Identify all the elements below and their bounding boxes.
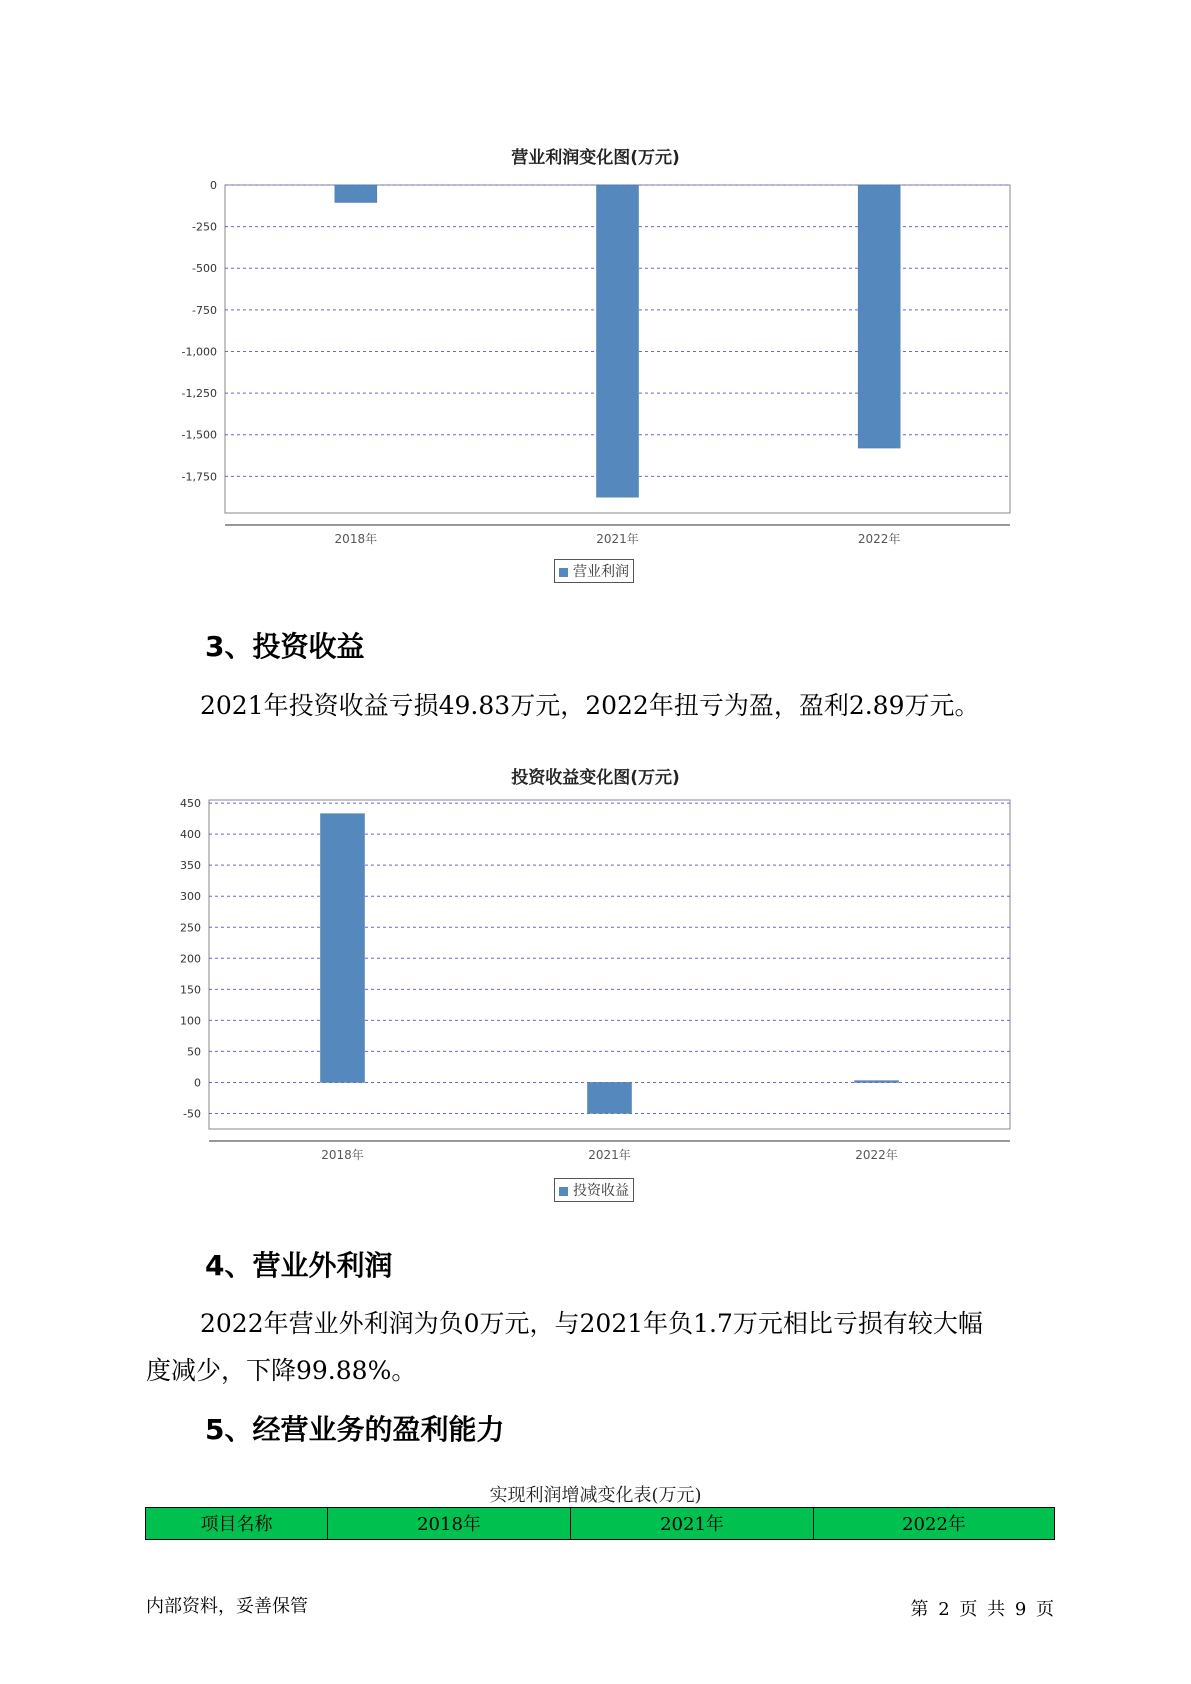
bar-2018年 [321, 814, 365, 1083]
profit-change-table-header [145, 1507, 1055, 1540]
y-tick-label: 150 [180, 983, 201, 997]
y-tick-label: 200 [180, 952, 201, 966]
bar-2022年 [855, 1081, 899, 1083]
footer-confidential-note: 内部资料，妥善保管 [146, 1596, 308, 1617]
table-caption: 实现利润增减变化表(万元) [489, 1485, 702, 1506]
section-5-heading: 5、经营业务的盈利能力 [205, 1413, 505, 1446]
legend-swatch [559, 1187, 568, 1196]
y-tick-label: 0 [194, 1076, 201, 1090]
section-3-heading: 3、投资收益 [205, 630, 365, 663]
x-category-label: 2018年 [334, 532, 378, 546]
y-tick-label: 100 [180, 1014, 201, 1028]
x-category-label: 2018年 [321, 1148, 364, 1162]
table-header-cell: 项目名称 [200, 1514, 273, 1535]
x-category-label: 2022年 [855, 1148, 898, 1162]
bar-2021年 [588, 1082, 632, 1113]
section-4-paragraph-line-1: 2022年营业外利润为负0万元，与2021年负1.7万元相比亏损有较大幅 [200, 1309, 983, 1338]
table-header-cell: 2018年 [327, 1508, 570, 1539]
section-3-paragraph: 2021年投资收益亏损49.83万元，2022年扭亏为盈，盈利2.89万元。 [200, 691, 980, 720]
x-category-label: 2022年 [857, 532, 901, 546]
chart-1-title: 营业利润变化图(万元) [511, 148, 680, 168]
y-tick-label: -500 [192, 262, 217, 276]
x-category-label: 2021年 [588, 1148, 631, 1162]
y-tick-label: -750 [192, 303, 217, 317]
y-tick-label: 250 [180, 921, 201, 935]
y-tick-label: 300 [180, 890, 201, 904]
y-tick-label: -250 [192, 220, 217, 234]
chart-2-legend-label: 投资收益 [573, 1183, 629, 1199]
y-tick-label: -1,000 [181, 345, 217, 359]
y-tick-label: -1,500 [181, 428, 217, 442]
y-tick-label: 400 [180, 828, 201, 842]
chart-2-legend [554, 1178, 634, 1202]
section-4-paragraph-line-2: 度减少，下降99.88%。 [146, 1356, 417, 1385]
y-tick-label: -1,750 [181, 470, 217, 484]
table-header-cell: 2021年 [570, 1508, 813, 1539]
y-tick-label: 450 [180, 797, 201, 811]
table-header-cell: 2022年 [813, 1508, 1054, 1539]
section-4-heading: 4、营业外利润 [205, 1249, 393, 1282]
footer-page-number: 第 2 页 共 9 页 [910, 1599, 1054, 1620]
y-tick-label: 0 [210, 179, 217, 192]
y-tick-label: -1,250 [181, 387, 217, 401]
y-tick-label: -50 [183, 1107, 201, 1121]
y-tick-label: 50 [187, 1045, 201, 1059]
chart-2-title: 投资收益变化图(万元) [511, 768, 680, 788]
x-category-label: 2021年 [596, 532, 639, 546]
y-tick-label: 350 [180, 859, 201, 873]
chart-1-legend-label: 营业利润 [573, 564, 629, 580]
